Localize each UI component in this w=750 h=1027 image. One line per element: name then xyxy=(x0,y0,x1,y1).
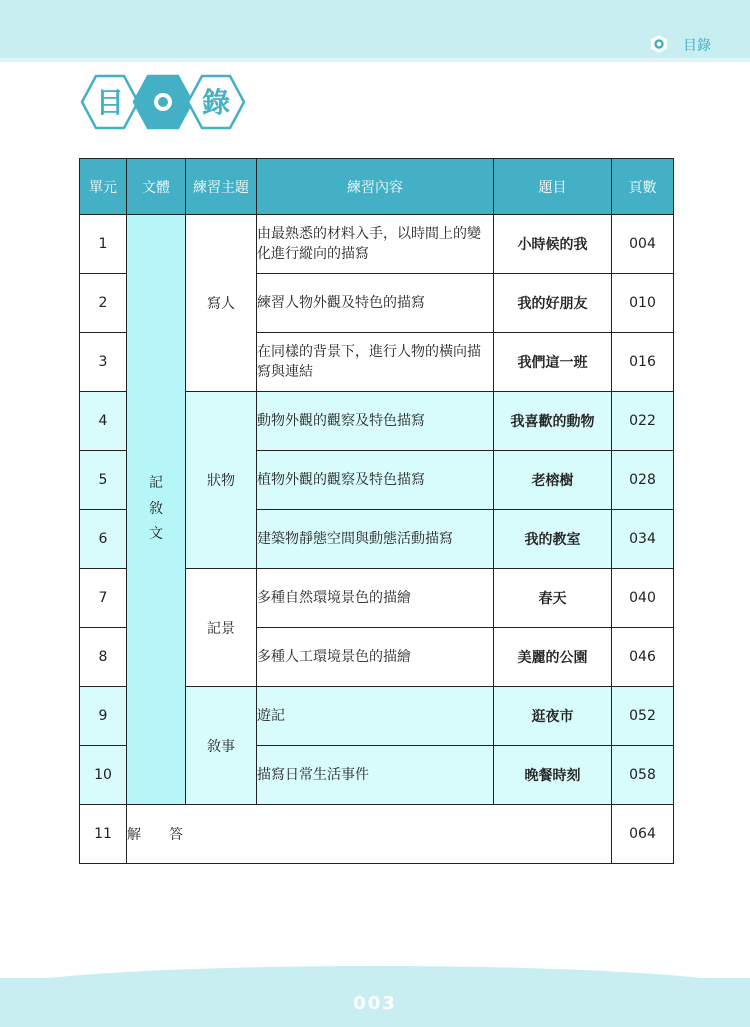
title-cell: 小時候的我 xyxy=(494,215,612,274)
content-cell: 描寫日常生活事件 xyxy=(257,746,494,805)
unit-number: 8 xyxy=(80,628,127,687)
page-cell: 058 xyxy=(612,746,674,805)
unit-number: 10 xyxy=(80,746,127,805)
title-char-1: 目 xyxy=(95,86,125,119)
page-cell: 022 xyxy=(612,392,674,451)
content-cell: 多種自然環境景色的描繪 xyxy=(257,569,494,628)
page-cell: 010 xyxy=(612,274,674,333)
theme-cell: 敘事 xyxy=(186,687,257,805)
content-cell: 在同樣的背景下，進行人物的橫向描寫與連結 xyxy=(257,333,494,392)
unit-number: 7 xyxy=(80,569,127,628)
answers-row xyxy=(80,805,674,864)
title-cell: 晚餐時刻 xyxy=(494,746,612,805)
header-theme: 練習主題 xyxy=(186,159,257,215)
page-cell: 028 xyxy=(612,451,674,510)
title-cell: 春天 xyxy=(494,569,612,628)
page-cell: 004 xyxy=(612,215,674,274)
header-title: 題目 xyxy=(494,159,612,215)
header-section-label: 目錄 xyxy=(683,38,711,54)
unit-number: 2 xyxy=(80,274,127,333)
page-cell: 040 xyxy=(612,569,674,628)
top-band xyxy=(0,0,750,60)
title-hexagon-center xyxy=(134,76,192,128)
content-cell: 植物外觀的觀察及特色描寫 xyxy=(257,451,494,510)
content-cell: 遊記 xyxy=(257,687,494,746)
title-cell: 逛夜市 xyxy=(494,687,612,746)
title-cell: 我的好朋友 xyxy=(494,274,612,333)
table-header-row xyxy=(80,159,674,215)
page-cell: 052 xyxy=(612,687,674,746)
header-genre: 文體 xyxy=(127,159,186,215)
genre-cell xyxy=(127,215,186,805)
toc-title xyxy=(76,70,256,134)
header-unit: 單元 xyxy=(80,159,127,215)
unit-number: 6 xyxy=(80,510,127,569)
page-cell: 064 xyxy=(612,805,674,864)
content-cell: 動物外觀的觀察及特色描寫 xyxy=(257,392,494,451)
page-cell: 046 xyxy=(612,628,674,687)
unit-number: 5 xyxy=(80,451,127,510)
page-cell: 034 xyxy=(612,510,674,569)
unit-number: 11 xyxy=(80,805,127,864)
title-cell: 我們這一班 xyxy=(494,333,612,392)
unit-number: 3 xyxy=(80,333,127,392)
theme-cell: 寫人 xyxy=(186,215,257,392)
genre-char: 敘 xyxy=(149,500,163,517)
header-page: 頁數 xyxy=(612,159,674,215)
content-cell: 建築物靜態空間與動態活動描寫 xyxy=(257,510,494,569)
unit-number: 9 xyxy=(80,687,127,746)
answers-label: 解 答 xyxy=(127,805,612,864)
theme-cell: 記景 xyxy=(186,569,257,687)
hexagon-circle-icon xyxy=(649,34,669,54)
page-cell: 016 xyxy=(612,333,674,392)
title-char-2: 錄 xyxy=(201,86,231,119)
title-cell: 美麗的公園 xyxy=(494,628,612,687)
title-cell: 我的教室 xyxy=(494,510,612,569)
table-row xyxy=(80,215,674,274)
title-cell: 我喜歡的動物 xyxy=(494,392,612,451)
content-cell: 多種人工環境景色的描繪 xyxy=(257,628,494,687)
content-cell: 練習人物外觀及特色的描寫 xyxy=(257,274,494,333)
theme-cell: 狀物 xyxy=(186,392,257,569)
unit-number: 4 xyxy=(80,392,127,451)
genre-char: 記 xyxy=(149,474,163,491)
title-cell: 老榕樹 xyxy=(494,451,612,510)
toc-table xyxy=(79,158,674,864)
unit-number: 1 xyxy=(80,215,127,274)
content-cell: 由最熟悉的材料入手，以時間上的變化進行縱向的描寫 xyxy=(257,215,494,274)
page-number: 003 xyxy=(353,993,397,1014)
header-content: 練習內容 xyxy=(257,159,494,215)
genre-char: 文 xyxy=(149,526,163,543)
